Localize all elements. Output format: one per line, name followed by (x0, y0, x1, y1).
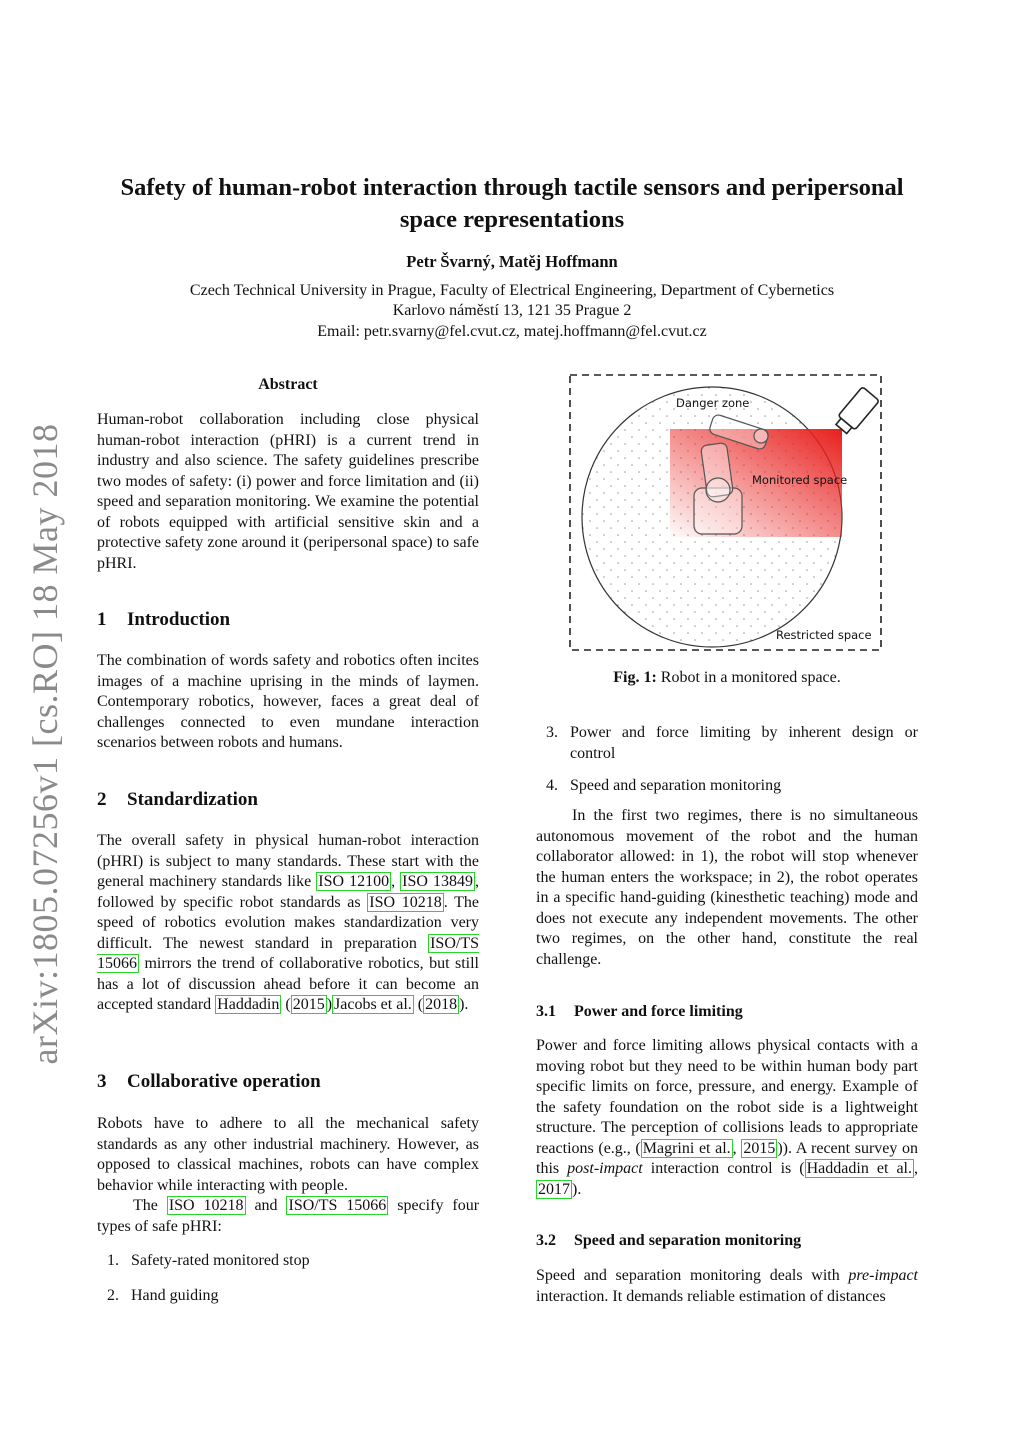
affiliation: Czech Technical University in Prague, Faculty of Electrical Engineering, Department of Cybernetics (189, 282, 835, 299)
text-run: specify four types of safe pHRI: (97, 1197, 480, 1235)
section-number: 3 (97, 1071, 107, 1092)
text-run: ). (459, 996, 469, 1013)
section-number: 2 (97, 789, 107, 810)
subsection-3-1-heading (536, 1003, 918, 1021)
address: Karlovo náměstí 13, 121 35 Prague 2 (392, 302, 632, 319)
section-number: 1 (97, 609, 107, 630)
camera-sensor-icon (833, 387, 879, 436)
figure-label: Fig. 1: (613, 669, 657, 686)
citation-link[interactable]: ISO 13849 (402, 873, 474, 890)
list-text: Speed and separation monitoring (570, 777, 782, 794)
section-title: Collaborative operation (127, 1071, 321, 1092)
abstract-heading: Abstract (258, 376, 318, 393)
danger-zone-label: Danger zone (676, 396, 750, 410)
section-1-heading (97, 609, 479, 631)
subsection-3-2-heading (536, 1232, 918, 1250)
list-number: 4. (546, 777, 558, 794)
authors: Petr Švarný, Matěj Hoffmann (406, 252, 618, 271)
text-run: , (732, 1139, 742, 1157)
paper-title: Safety of human-robot interaction through tactile sensors and peripersonal space representations (120, 174, 904, 233)
text-run: and (245, 1197, 287, 1214)
section-3-paragraph-2 (97, 1196, 479, 1237)
list-number: 3. (546, 724, 558, 741)
text-run: mirrors the trend of collaborative robotics, but still has a lot of discussion ahead before it can become an accepted standard (97, 955, 479, 1013)
text-run: The overall safety in physical human-robot interaction (pHRI) is subject to many standards. These start with the general machinery standards like (97, 832, 479, 890)
list-text: Hand guiding (131, 1287, 219, 1304)
section-2-heading (97, 789, 479, 811)
text-run: . The speed of robotics evolution makes standardization very difficult. The newest standard in preparation (97, 893, 480, 952)
arxiv-stamp: arXiv:1805.07256v1 [cs.RO] 18 May 2018 (25, 423, 65, 1065)
emphasis: post-impact (567, 1160, 643, 1177)
citation-link[interactable]: Haddadin et al. (806, 1160, 913, 1177)
text-run: , (391, 873, 401, 890)
monitored-space-label: Monitored space (752, 473, 848, 487)
subsection-title: Power and force limiting (574, 1003, 743, 1020)
citation-link[interactable]: 2015 (743, 1139, 776, 1157)
list-item (97, 1286, 479, 1307)
text-run: ). (572, 1180, 582, 1198)
list-text: Safety-rated monitored stop (131, 1252, 310, 1269)
email: Email: petr.svarny@fel.cvut.cz, matej.hoffmann@fel.cvut.cz (317, 323, 707, 340)
citation-link[interactable]: Magrini et al. (642, 1139, 731, 1157)
citation-link[interactable]: Haddadin (217, 996, 280, 1013)
subsection-3-2-text (536, 1266, 918, 1307)
text-run: The (133, 1197, 167, 1214)
restricted-space-label: Restricted space (776, 628, 872, 642)
figure-robot-monitored-space (566, 370, 886, 655)
section-title: Introduction (127, 609, 231, 630)
citation-link[interactable]: ISO 10218 (369, 893, 442, 911)
list-text: Power and force limiting by inherent design or control (570, 724, 918, 762)
text-run: ) (326, 996, 333, 1013)
subsection-title: Speed and separation monitoring (574, 1232, 802, 1249)
citation-link[interactable]: Jacobs et al. (334, 996, 412, 1013)
text-run: , (914, 1160, 919, 1177)
list-number: 1. (107, 1252, 119, 1269)
citation-link[interactable]: 2015 (292, 996, 325, 1013)
section-3-heading (97, 1071, 479, 1093)
abstract-text: Human-robot collaboration including close physical human-robot interaction (pHRI) is a current trend in industry and also science. The safety guidelines prescribe two modes of safety: (i) power and force limitation and (ii) speed and separation monitoring. We examine the potential of robots equipped with artificial sensitive skin and a protective safety zone around it (peripersonal space) to safe pHRI. (97, 411, 479, 572)
list-item (536, 776, 918, 797)
subsection-3-1-text (536, 1036, 918, 1200)
section-2-text (97, 831, 479, 1016)
text-run: interaction control is ( (642, 1160, 805, 1177)
citation-link[interactable]: 2018 (425, 996, 458, 1013)
section-3-paragraph-3: In the first two regimes, there is no simultaneous autonomous movement of the robot and the human collaborator allowed: in 1), the robot will stop whenever the human enters the workspace; in 2), the robot operates in a specific hand-guiding (kinesthetic teaching) mode and does not execute any independent movements. The other two regimes, on the other hand, constitute the real challenge. (536, 807, 918, 968)
citation-link[interactable]: ISO 10218 (168, 1197, 244, 1214)
text-run: ( (413, 996, 424, 1013)
list-item (97, 1251, 479, 1272)
section-1-text: The combination of words safety and robotics often incites images of a machine uprising in the minds of laymen. Contemporary robotics, however, faces a great deal of challenges connected to even mundane interaction scenarios between robots and humans. (97, 652, 479, 751)
text-run: Speed and separation monitoring deals with (536, 1267, 849, 1284)
list-item (536, 723, 918, 764)
citation-link[interactable]: 2017 (538, 1180, 570, 1198)
list-number: 2. (107, 1287, 119, 1304)
caption-text: Robot in a monitored space. (660, 669, 841, 686)
figure-caption (536, 669, 918, 687)
text-run: , followed by specific robot standards as (97, 873, 480, 911)
citation-link[interactable]: ISO/TS 15066 (97, 934, 479, 972)
text-run: interaction. It demands reliable estimation of distances (536, 1287, 886, 1305)
subsection-number: 3.1 (536, 1003, 556, 1020)
section-title: Standardization (127, 789, 258, 810)
section-3-paragraph-1: Robots have to adhere to all the mechanical safety standards as any other industrial machinery. However, as opposed to classical machines, robots can have complex behavior while interacting with people. (97, 1115, 479, 1194)
text-run: Power and force limiting allows physical contacts with a moving robot but they need to be within human body part specific limits on force, pressure, and energy. Example of the safety foundation on the robot side is a lightweight structure. The perception of collisions leads to appropriate reactions (e.g., ( (536, 1037, 918, 1157)
text-run: ( (281, 996, 291, 1013)
emphasis: pre-impact (848, 1267, 918, 1284)
citation-link[interactable]: ISO/TS 15066 (288, 1197, 387, 1214)
subsection-number: 3.2 (536, 1232, 556, 1249)
citation-link[interactable]: ISO 12100 (318, 873, 390, 890)
text-run: )). A recent survey on this (536, 1139, 919, 1177)
